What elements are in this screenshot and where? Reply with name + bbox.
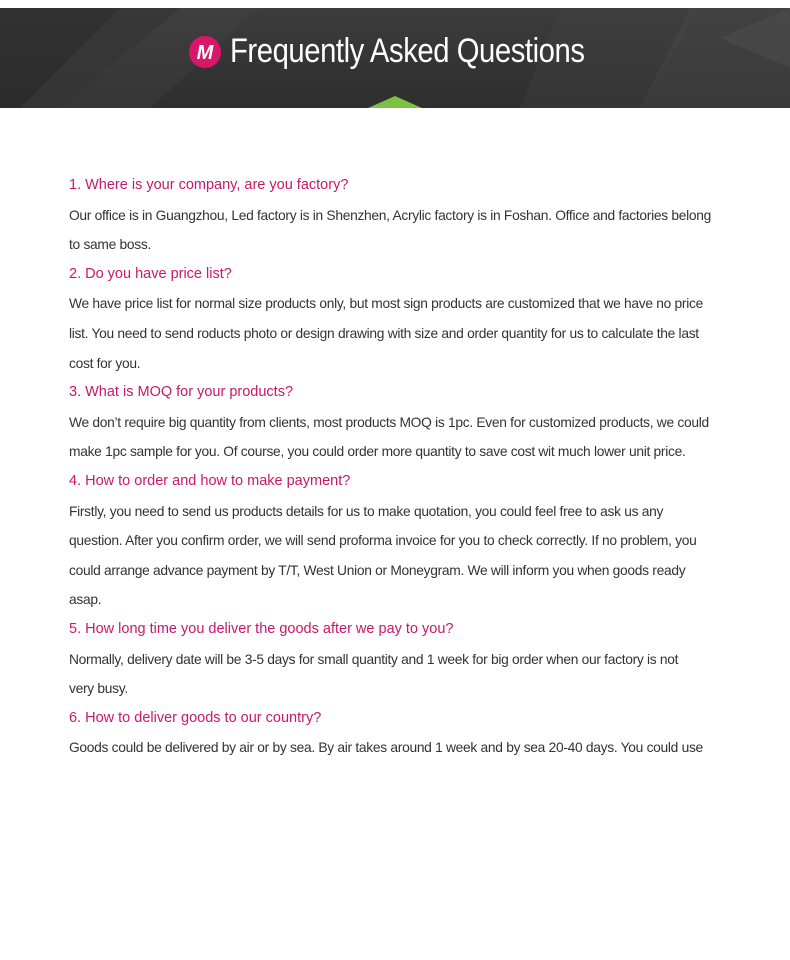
faq-answer-line: Goods could be delivered by air or by sea. By air takes around 1 week and by sea 20-40 days. You could use (69, 740, 703, 756)
faq-answer-line: make 1pc sample for you. Of course, you could order more quantity to save cost wit much lower unit price. (69, 444, 686, 460)
faq-item (69, 615, 737, 704)
faq-question: 5. How long time you deliver the goods after we pay to you? (69, 620, 454, 637)
faq-banner (0, 8, 790, 108)
faq-answer (69, 408, 737, 467)
faq-answer-line: Firstly, you need to send us products details for us to make quotation, you could feel free to ask us any (69, 503, 664, 519)
faq-answer-line: cost for you. (69, 355, 141, 371)
faq-answer-line: very busy. (69, 681, 128, 697)
page-title: Frequently Asked Questions (229, 32, 585, 70)
faq-item (69, 704, 737, 763)
brand-logo-icon (188, 35, 222, 69)
faq-item (69, 260, 737, 378)
faq-answer-line: question. After you confirm order, we will send proforma invoice for you to check correctly. If no problem, you (69, 533, 697, 549)
faq-answer-line: list. You need to send roducts photo or design drawing with size and order quantity for us to calculate the last (69, 325, 699, 341)
faq-answer-line: asap. (69, 592, 102, 608)
faq-answer-line: could arrange advance payment by T/T, West Union or Moneygram. We will inform you when goods ready (69, 562, 686, 578)
faq-answer (69, 497, 737, 615)
faq-item (69, 378, 737, 467)
faq-question: 6. How to deliver goods to our country? (69, 709, 322, 726)
faq-answer-line: Normally, delivery date will be 3-5 days for small quantity and 1 week for big order when our factory is not (69, 651, 679, 667)
faq-answer (69, 201, 737, 260)
faq-answer-line: We have price list for normal size products only, but most sign products are customized that we have no price (69, 296, 703, 312)
faq-answer-line: Our office is in Guangzhou, Led factory is in Shenzhen, Acrylic factory is in Foshan. Office and factories belong (69, 207, 712, 223)
brand-logo-letter: M (196, 41, 214, 64)
accent-triangle (350, 96, 440, 108)
faq-answer-line: to same boss. (69, 237, 151, 253)
faq-answer (69, 645, 737, 704)
faq-item (69, 171, 737, 260)
faq-question: 4. How to order and how to make payment? (69, 472, 351, 489)
faq-answer (69, 733, 737, 763)
faq-answer-line: We don’t require big quantity from clients, most products MOQ is 1pc. Even for customized products, we could (69, 414, 709, 430)
faq-question: 2. Do you have price list? (69, 265, 232, 282)
faq-list (69, 171, 737, 763)
banner-title-row (0, 32, 790, 71)
faq-item (69, 467, 737, 615)
faq-answer (69, 289, 737, 378)
faq-question: 3. What is MOQ for your products? (69, 384, 294, 401)
faq-question: 1. Where is your company, are you factory? (69, 177, 349, 193)
